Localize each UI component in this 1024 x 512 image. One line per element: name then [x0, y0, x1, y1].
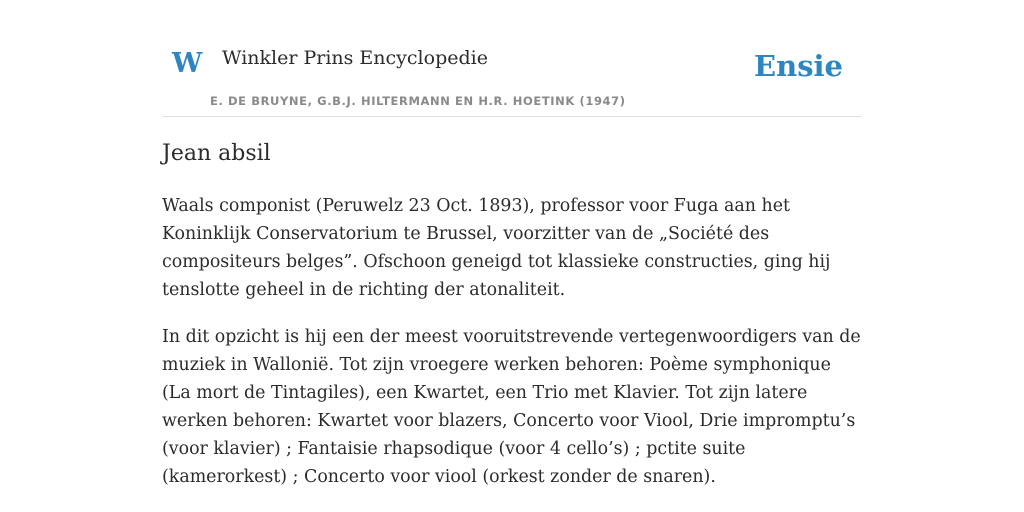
article-title: Jean absil — [162, 141, 271, 166]
article-paragraph: Waals componist (Peruwelz 23 Oct. 1893), professor voor Fuga aan het Koninklijk Conservatorium te Brussel, voorzitter van de „Société des compositeurs belges”. Ofschoon geneigd tot klassieke constructies, ging hij tenslotte geheel in de richting der atonaliteit. — [162, 196, 831, 300]
brand-logo[interactable]: Ensie — [754, 49, 843, 83]
publication-authors: E. DE BRUYNE, G.B.J. HILTERMANN EN H.R. HOETINK (1947) — [210, 94, 626, 108]
article-paragraph: In dit opzicht is hij een der meest vooruitstrevende vertegenwoordigers van de muziek in Wallonië. Tot zijn vroegere werken behoren: Poème symphonique (La mort de Tintagiles), een Kwartet, een Trio met Klavier. Tot zijn latere werken behoren: Kwartet voor blazers, Concerto voor Viool, Drie impromptu’s (voor klavier) ; Fantaisie rhapsodique (voor 4 cello’s) ; pctite suite (kamerorkest) ; Concerto voor viool (orkest zonder de snaren). — [162, 327, 861, 487]
publication-title[interactable]: Winkler Prins Encyclopedie — [222, 47, 488, 69]
article-body — [162, 192, 862, 510]
publication-logo[interactable]: W — [172, 48, 203, 79]
page-header — [162, 0, 862, 117]
